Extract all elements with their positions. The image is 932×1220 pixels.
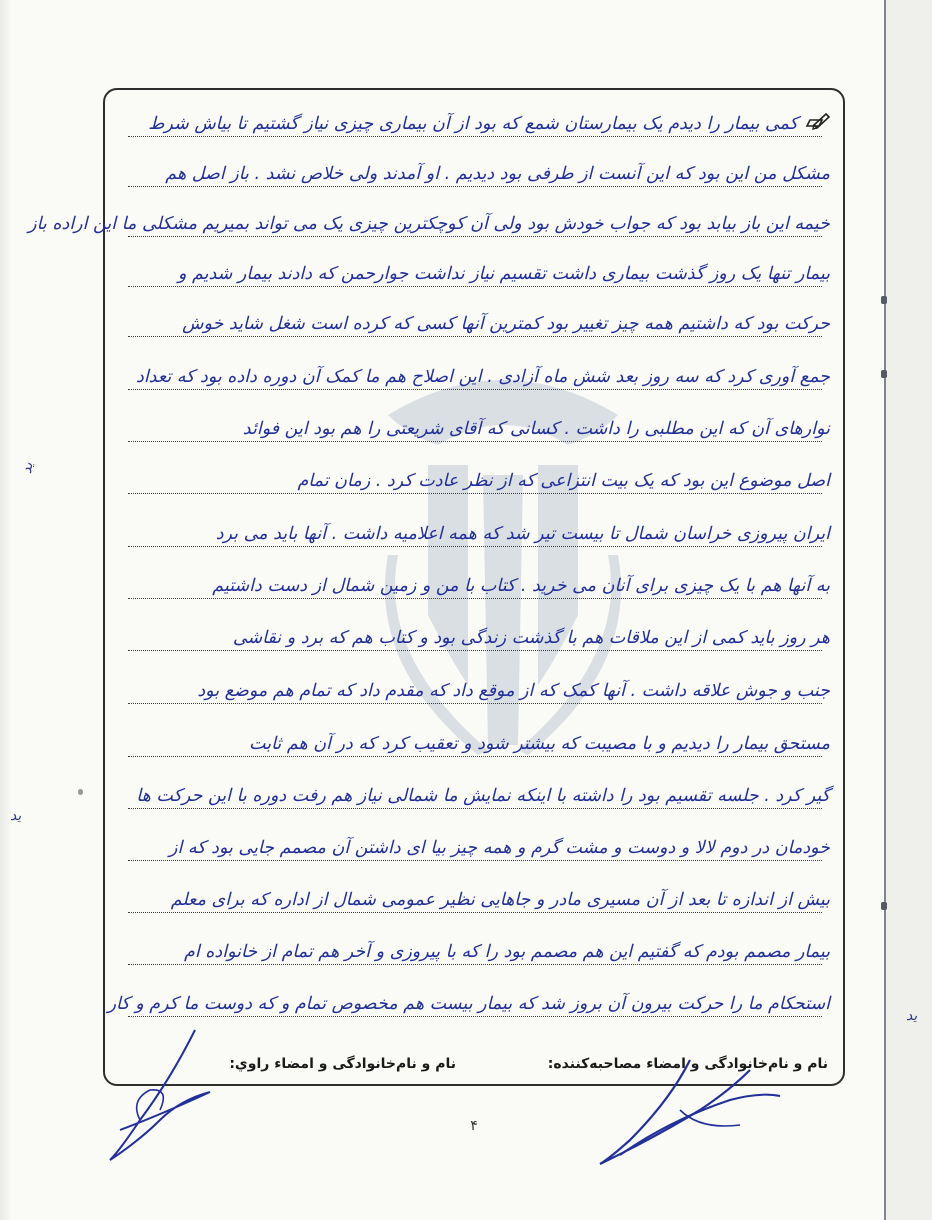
handwritten-line: بیمار مصمم بودم که گفتیم این هم مصمم بود را که با پیروزی و آخر هم تمام از خانواده ام xyxy=(184,942,830,962)
handwritten-line: بیش از اندازه تا بعد از آن مسیری مادر و جاهایی نظیر عمومی شمال از اداره که برای معلم xyxy=(170,890,830,910)
writing-line xyxy=(128,912,822,913)
narrator-signature-label: نام و نام‌خانوادگی و امضاء راوي: xyxy=(229,1056,456,1072)
handwritten-line: استحکام ما را حرکت بیرون آن بروز شد که بیمار بیست هم مخصوص تمام و که دوست ما کرم و کار xyxy=(107,994,830,1014)
writing-line xyxy=(128,136,822,137)
writing-line xyxy=(128,236,822,237)
next-page-edge xyxy=(886,0,932,1220)
handwritten-line: نوارهای آن که این مطلبی را داشت . کسانی که آقای شریعتی را هم بود این فوائد xyxy=(242,419,830,439)
ink-smudge xyxy=(78,789,83,795)
writing-line xyxy=(128,808,822,809)
handwritten-line: اصل موضوع این بود که یک بیت انتزاعی که از نظر عادت کرد . زمان تمام xyxy=(297,471,830,491)
handwritten-line: جنب و جوش علاقه داشت . آنها کمک که از موقع داد که مقدم داد که تمام هم موضع بود xyxy=(197,681,830,701)
handwritten-line: مشکل من این بود که این آنست از طرفی بود دیدیم . او آمدند ولی خلاص نشد . باز اصل هم xyxy=(165,164,830,184)
handwritten-line: خودمان در دوم لالا و دوست و مشت گرم و همه چیز بیا ای داشتن آن مصمم جایی بود که از xyxy=(169,838,830,858)
writing-line xyxy=(128,186,822,187)
binding-staple xyxy=(881,296,887,304)
binding-staple xyxy=(881,370,887,378)
writing-line xyxy=(128,598,822,599)
handwritten-line: کمی بیمار را دیدم یک بیمارستان شمع که بود از آن بیماری چیزی نیاز گشتیم تا بیاش شرط xyxy=(148,114,798,134)
writing-line xyxy=(128,650,822,651)
margin-scribble: ید xyxy=(906,1008,918,1024)
margin-scribble: ید xyxy=(10,808,22,824)
writing-line xyxy=(128,389,822,390)
handwritten-line: ایران پیروزی خراسان شمال تا بیست تیر شد که همه اعلامیه داشت . آنها باید می برد xyxy=(215,524,830,544)
page-binding-edge xyxy=(884,0,886,1220)
writing-line xyxy=(128,860,822,861)
page-shadow-left xyxy=(0,0,12,1220)
interviewer-signature xyxy=(590,1040,790,1170)
writing-line xyxy=(128,703,822,704)
page-number: ۴ xyxy=(470,1118,478,1134)
pen-paper-icon xyxy=(804,112,830,132)
handwritten-line: گیر کرد . جلسه تقسیم بود را داشته با اینکه نمایش ما شمالی نیاز هم رفت دوره با این حرکت ها xyxy=(136,786,830,806)
margin-scribble: ید xyxy=(18,461,37,475)
writing-line xyxy=(128,441,822,442)
handwritten-line: خیمه این باز بیابد بود که جواب خودش بود ولی آن کوچکترین چیزی یک می تواند بمیریم مشکلی ما این اراده باز xyxy=(28,214,830,234)
narrator-signature xyxy=(100,1020,220,1170)
handwritten-line: بیمار تنها یک روز گذشت بیماری داشت تقسیم نیاز نداشت جوارحمن که دادند بیمار شدیم و xyxy=(177,264,830,284)
handwritten-line: حرکت بود که داشتیم همه چیز تغییر بود کمترین آنها کسی که کرده است شغل شاید خوش xyxy=(182,314,830,334)
writing-line xyxy=(128,493,822,494)
interviewer-signature-label: نام و نام‌خانوادگی و امضاء مصاحبه‌کننده: xyxy=(547,1056,828,1072)
writing-line xyxy=(128,756,822,757)
binding-staple xyxy=(881,902,887,910)
handwritten-line: جمع آوری کرد که سه روز بعد شش ماه آزادی . این اصلاح هم ما کمک آن دوره داده بود که تعداد xyxy=(136,367,830,387)
writing-line xyxy=(128,1016,822,1017)
handwritten-line: به آنها هم با یک چیزی برای آنان می خرید . کتاب با من و زمین شمال از دست داشتیم xyxy=(212,576,830,596)
writing-line xyxy=(128,336,822,337)
writing-line xyxy=(128,964,822,965)
writing-line xyxy=(128,546,822,547)
handwritten-line: مستحق بیمار را دیدیم و با مصیبت که بیشتر شود و تعقیب کرد که در آن هم ثابت xyxy=(249,734,830,754)
writing-line xyxy=(128,286,822,287)
handwritten-line: هر روز باید کمی از این ملاقات هم با گذشت زندگی بود و کتاب هم که برد و نقاشی xyxy=(232,628,830,648)
